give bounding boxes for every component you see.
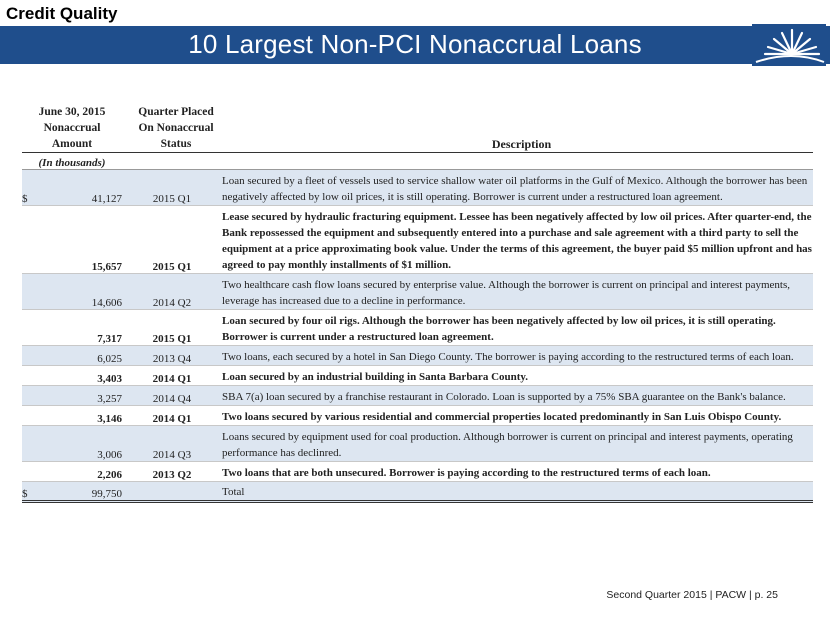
dollar-sign <box>22 346 36 366</box>
amount-cell: 2,206 <box>36 462 122 482</box>
quarter-cell: 2014 Q1 <box>122 366 222 386</box>
quarter-cell: 2014 Q1 <box>122 406 222 426</box>
table-row <box>22 386 813 406</box>
quarter-cell: 2015 Q1 <box>122 206 222 274</box>
quarter-cell: 2015 Q1 <box>122 170 222 206</box>
amount-cell: 3,146 <box>36 406 122 426</box>
quarter-header-line1: Quarter Placed <box>138 106 214 118</box>
amount-cell: 15,657 <box>36 206 122 274</box>
dollar-sign <box>22 274 36 310</box>
dollar-sign <box>22 406 36 426</box>
description-cell: SBA 7(a) loan secured by a franchise restaurant in Colorado. Loan is supported by a 75% SBA guarantee on the Bank's balance. <box>222 386 813 406</box>
amount-cell: 7,317 <box>36 310 122 346</box>
quarter-column-header <box>122 104 222 153</box>
dollar-sign: $ <box>22 170 36 206</box>
quarter-cell: 2014 Q4 <box>122 386 222 406</box>
description-cell: Loan secured by a fleet of vessels used to service shallow water oil platforms in the Gulf of Mexico. Although the borrower has been negatively affected by low oil prices, it is still operating. Borrower is current under a restructured loan agreement. <box>222 170 813 206</box>
total-amount: 99,750 <box>36 482 122 502</box>
amount-cell: 6,025 <box>36 346 122 366</box>
description-column-header <box>222 104 813 153</box>
table-row <box>22 366 813 386</box>
dollar-sign <box>22 426 36 462</box>
amount-column-header <box>22 104 122 153</box>
table-row <box>22 206 813 274</box>
amount-header-line2: Nonaccrual <box>43 122 101 134</box>
dollar-sign <box>22 310 36 346</box>
dollar-sign <box>22 462 36 482</box>
table-header-row <box>22 104 813 153</box>
table-row <box>22 274 813 310</box>
quarter-cell: 2014 Q2 <box>122 274 222 310</box>
description-cell: Loans secured by equipment used for coal production. Although borrower is current on principal and interest payments, operating performance has declinred. <box>222 426 813 462</box>
table-row <box>22 310 813 346</box>
quarter-header-line3: Status <box>160 138 192 150</box>
dollar-sign <box>22 386 36 406</box>
amount-cell: 3,257 <box>36 386 122 406</box>
description-cell: Two healthcare cash flow loans secured by enterprise value. Although the borrower is current on principal and interest payments, leverage has increased due to a decline in performance. <box>222 274 813 310</box>
title-banner <box>0 26 830 64</box>
dollar-sign <box>22 366 36 386</box>
description-cell: Lease secured by hydraulic fracturing equipment. Lessee has been negatively affected by low oil prices. After quarter-end, the Bank repossessed the equipment and subsequently entered into a purchase and sale agreement with a third party to sell the equipment at a price approximating book value. Under the terms of this agreement, the buyer paid $5 million upfront and has agreed to pay monthly installments of $1 million. <box>222 206 813 274</box>
table-row <box>22 170 813 206</box>
total-row <box>22 482 813 502</box>
amount-cell: 3,403 <box>36 366 122 386</box>
description-cell: Two loans that are both unsecured. Borrower is paying according to the restructured terms of each loan. <box>222 462 813 482</box>
quarter-cell: 2014 Q3 <box>122 426 222 462</box>
units-label: (In thousands) <box>22 153 122 170</box>
amount-header-line3: Amount <box>51 138 93 150</box>
amount-cell: 41,127 <box>36 170 122 206</box>
table-row <box>22 462 813 482</box>
table-row <box>22 426 813 462</box>
quarter-cell: 2013 Q4 <box>122 346 222 366</box>
amount-header-line1: June 30, 2015 <box>38 106 106 118</box>
total-label: Total <box>222 482 813 502</box>
description-cell: Loan secured by an industrial building in Santa Barbara County. <box>222 366 813 386</box>
amount-cell: 3,006 <box>36 426 122 462</box>
description-cell: Loan secured by four oil rigs. Although the borrower has been negatively affected by low oil prices, it is still operating. Borrower is current under a restructured loan agreement. <box>222 310 813 346</box>
page-title: 10 Largest Non-PCI Nonaccrual Loans <box>188 29 642 59</box>
amount-cell: 14,606 <box>36 274 122 310</box>
footer-page-info: Second Quarter 2015 | PACW | p. 25 <box>606 589 778 601</box>
total-dollar-sign: $ <box>22 482 36 502</box>
description-cell: Two loans, each secured by a hotel in San Diego County. The borrower is paying according to the restructured terms of each loan. <box>222 346 813 366</box>
sunburst-logo-icon <box>752 24 826 66</box>
description-cell: Two loans secured by various residential and commercial properties located predominantly in San Luis Obispo County. <box>222 406 813 426</box>
section-label: Credit Quality <box>6 4 118 23</box>
nonaccrual-loans-table <box>22 104 813 503</box>
quarter-header-line2: On Nonaccrual <box>138 122 214 134</box>
table-row <box>22 406 813 426</box>
quarter-cell: 2015 Q1 <box>122 310 222 346</box>
table-row <box>22 346 813 366</box>
dollar-sign <box>22 206 36 274</box>
description-header-label: Description <box>491 137 552 151</box>
units-row <box>22 153 813 170</box>
quarter-cell: 2013 Q2 <box>122 462 222 482</box>
